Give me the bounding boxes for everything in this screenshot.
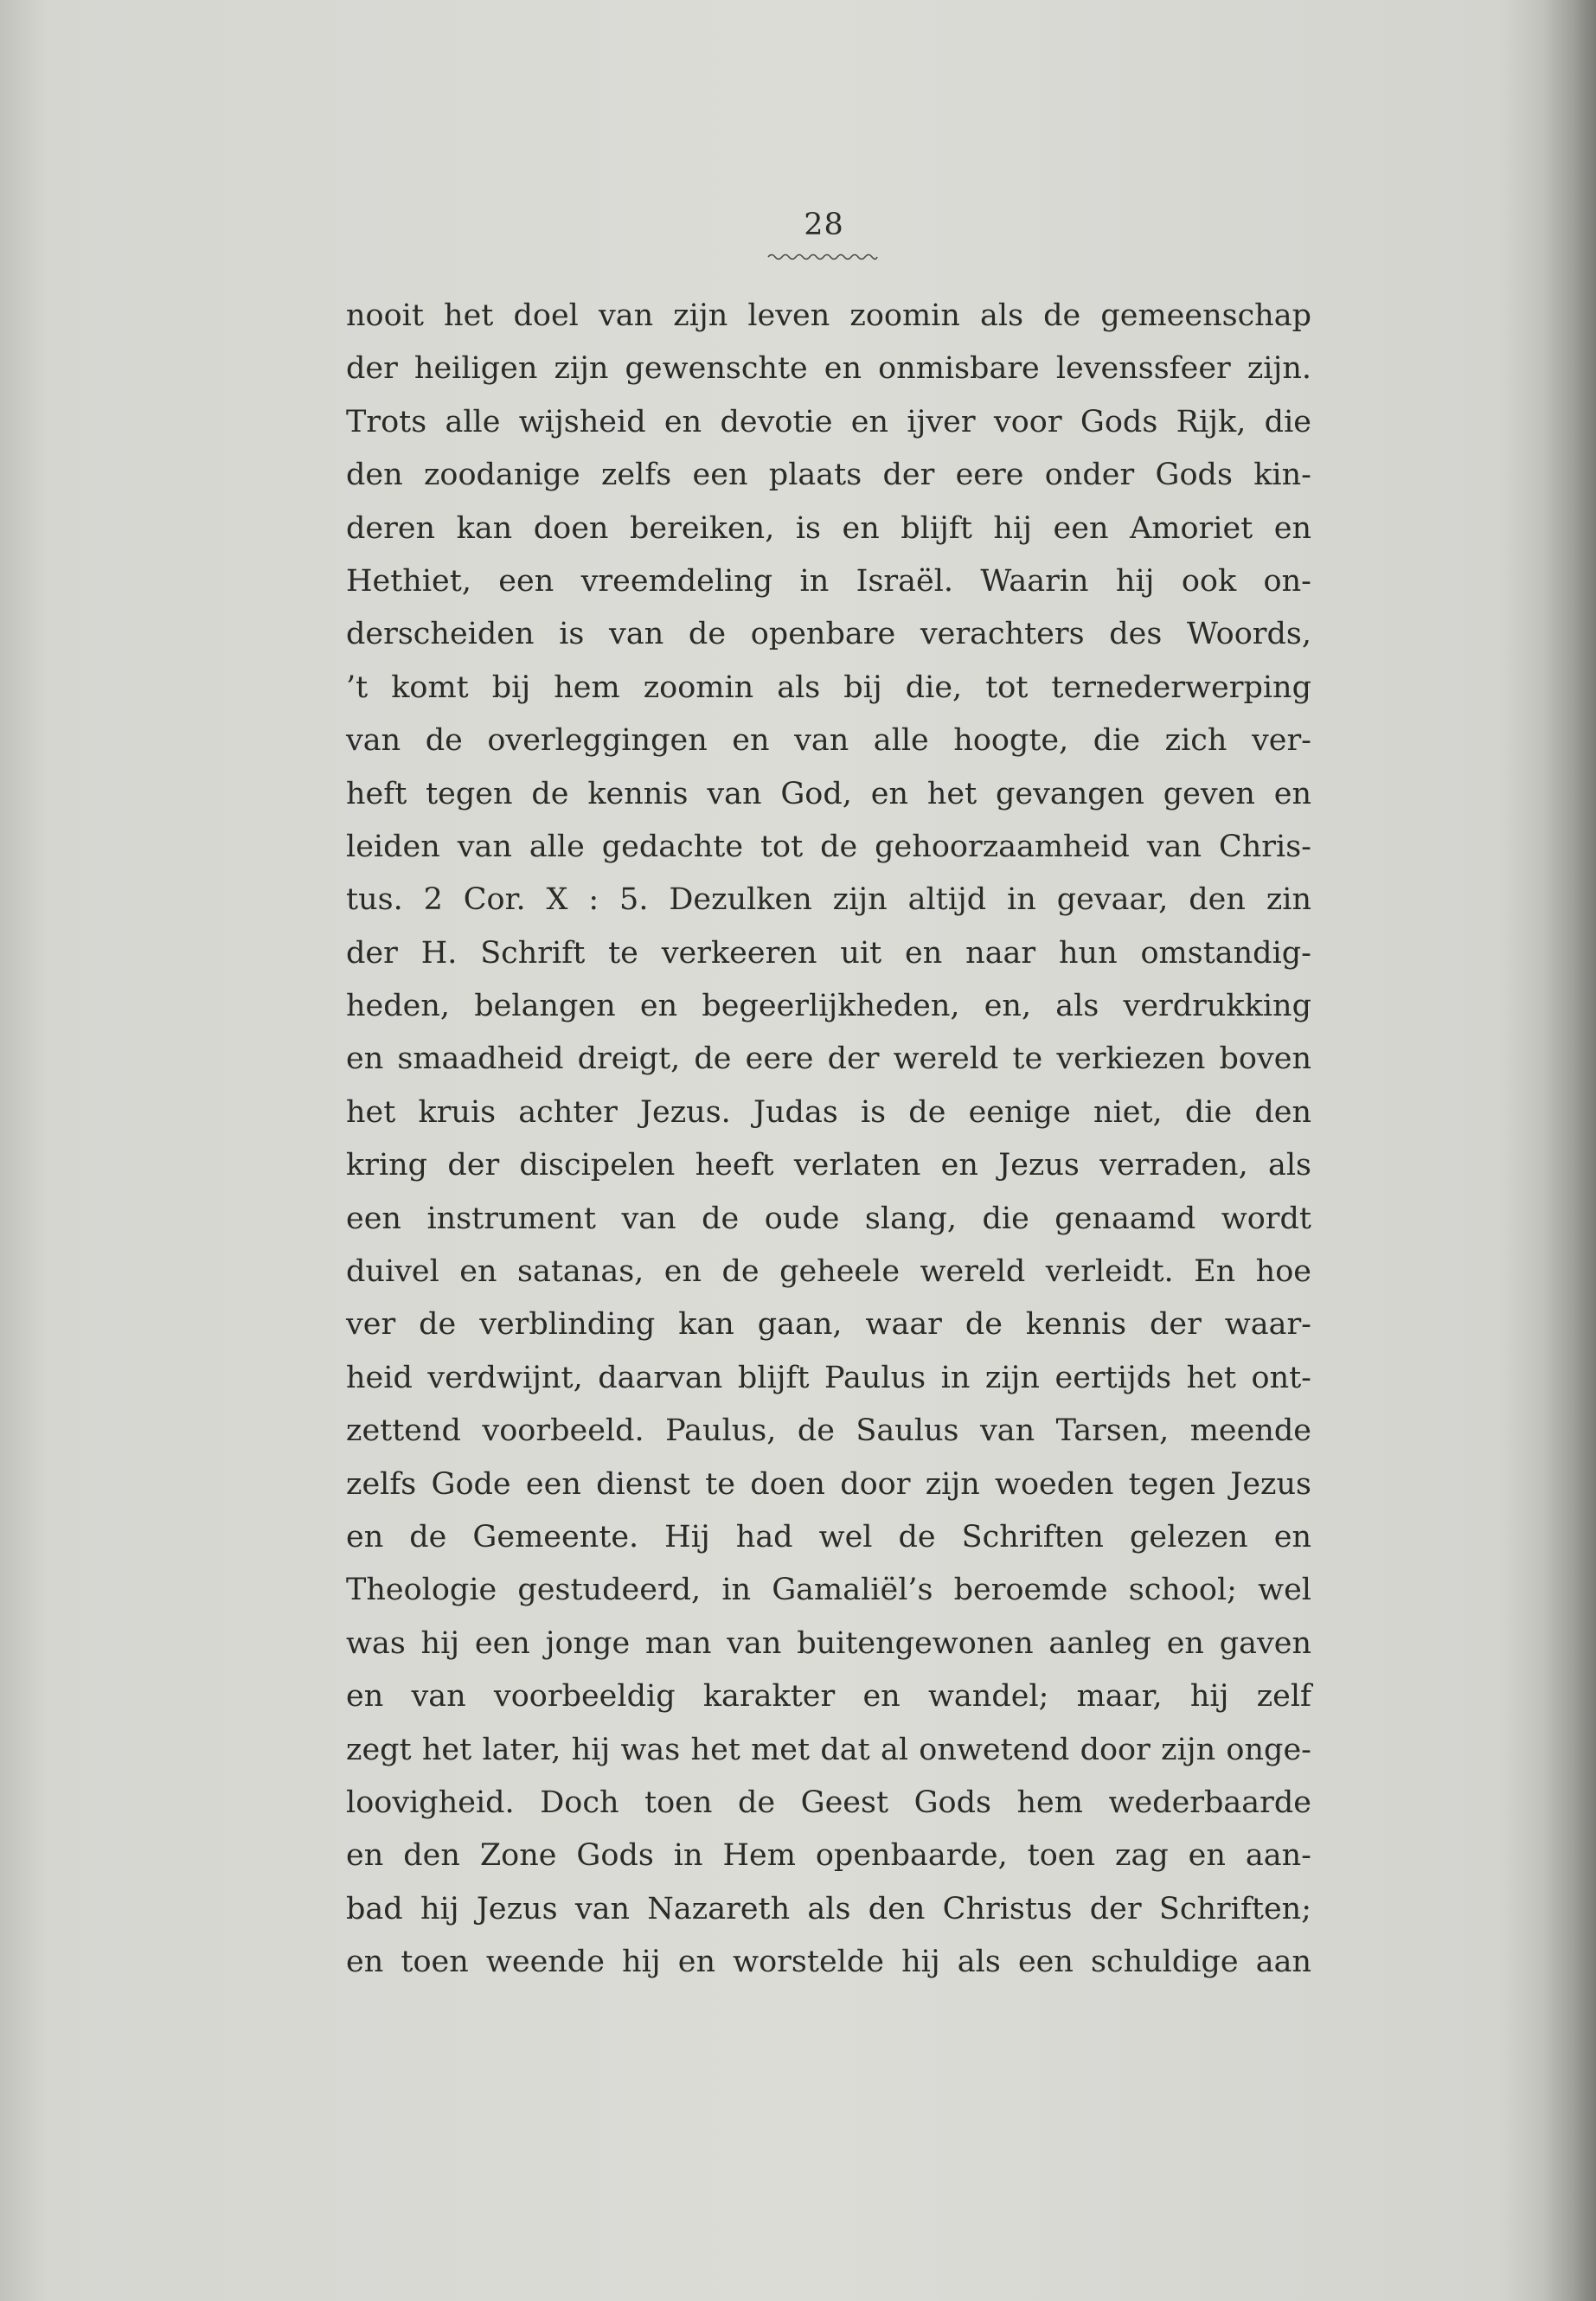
- text-line: nooit het doel van zijn leven zoomin als de gemeenschap: [346, 298, 1311, 333]
- text-line: van de overleggingen en van alle hoogte, die zich ver-: [346, 723, 1311, 759]
- body-text: [346, 290, 1311, 1990]
- text-line: heid verdwijnt, daarvan blijft Paulus in zijn eertijds het ont-: [346, 1360, 1311, 1395]
- text-line: Theologie gestudeerd, in Gamaliël’s beroemde school; wel: [346, 1573, 1311, 1608]
- text-line: het kruis achter Jezus. Judas is de eenige niet, die den: [346, 1094, 1311, 1130]
- text-line: der H. Schrift te verkeeren uit en naar hun omstandig-: [346, 935, 1311, 971]
- text-line: en de Gemeente. Hij had wel de Schriften gelezen en: [346, 1519, 1311, 1554]
- text-line: kring der discipelen heeft verlaten en Jezus verraden, als: [346, 1148, 1311, 1183]
- text-line: was hij een jonge man van buitengewonen aanleg en gaven: [346, 1625, 1311, 1661]
- text-line: tus. 2 Cor. X : 5. Dezulken zijn altijd in gevaar, den zin: [346, 882, 1311, 918]
- text-line: loovigheid. Doch toen de Geest Gods hem wederbaarde: [346, 1785, 1311, 1820]
- text-line: bad hij Jezus van Nazareth als den Christus der Schriften;: [346, 1891, 1311, 1926]
- text-line: Hethiet, een vreemdeling in Israël. Waarin hij ook on-: [346, 563, 1311, 599]
- text-line: deren kan doen bereiken, is en blijft hij een Amoriet en: [346, 510, 1311, 546]
- text-line: zegt het later, hij was het met dat al onwetend door zijn onge-: [346, 1732, 1311, 1767]
- text-line: heden, belangen en begeerlijkheden, en, als verdrukking: [346, 989, 1311, 1024]
- page-number: 28: [804, 208, 844, 242]
- text-line: en toen weende hij en worstelde hij als een schuldige aan: [346, 1945, 1311, 1980]
- text-line: Trots alle wijsheid en devotie en ijver voor Gods Rijk, die: [346, 404, 1311, 439]
- text-line: leiden van alle gedachte tot de gehoorzaamheid van Chris-: [346, 829, 1311, 864]
- text-line: en smaadheid dreigt, de eere der wereld te verkiezen boven: [346, 1042, 1311, 1077]
- text-line: duivel en satanas, en de geheele wereld verleidt. En hoe: [346, 1254, 1311, 1290]
- page-edge-shadow: [1542, 0, 1596, 2301]
- text-line: heft tegen de kennis van God, en het gevangen geven en: [346, 776, 1311, 811]
- page-header: [0, 208, 1596, 242]
- text-line: ver de verblinding kan gaan, waar de kennis der waar-: [346, 1307, 1311, 1343]
- text-line: en van voorbeeldig karakter en wandel; maar, hij zelf: [346, 1679, 1311, 1715]
- text-line: zettend voorbeeld. Paulus, de Saulus van Tarsen, meende: [346, 1413, 1311, 1449]
- text-line: derscheiden is van de openbare verachters des Woords,: [346, 617, 1311, 652]
- text-line: ’t komt bij hem zoomin als bij die, tot ternederwerping: [346, 670, 1311, 705]
- text-line: der heiligen zijn gewenschte en onmisbare levenssfeer zijn.: [346, 351, 1311, 387]
- wavy-rule-icon: [766, 252, 879, 262]
- text-line: een instrument van de oude slang, die genaamd wordt: [346, 1201, 1311, 1236]
- text-line: zelfs Gode een dienst te doen door zijn woeden tegen Jezus: [346, 1466, 1311, 1502]
- text-line: den zoodanige zelfs een plaats der eere onder Gods kin-: [346, 458, 1311, 493]
- text-line: en den Zone Gods in Hem openbaarde, toen zag en aan-: [346, 1838, 1311, 1874]
